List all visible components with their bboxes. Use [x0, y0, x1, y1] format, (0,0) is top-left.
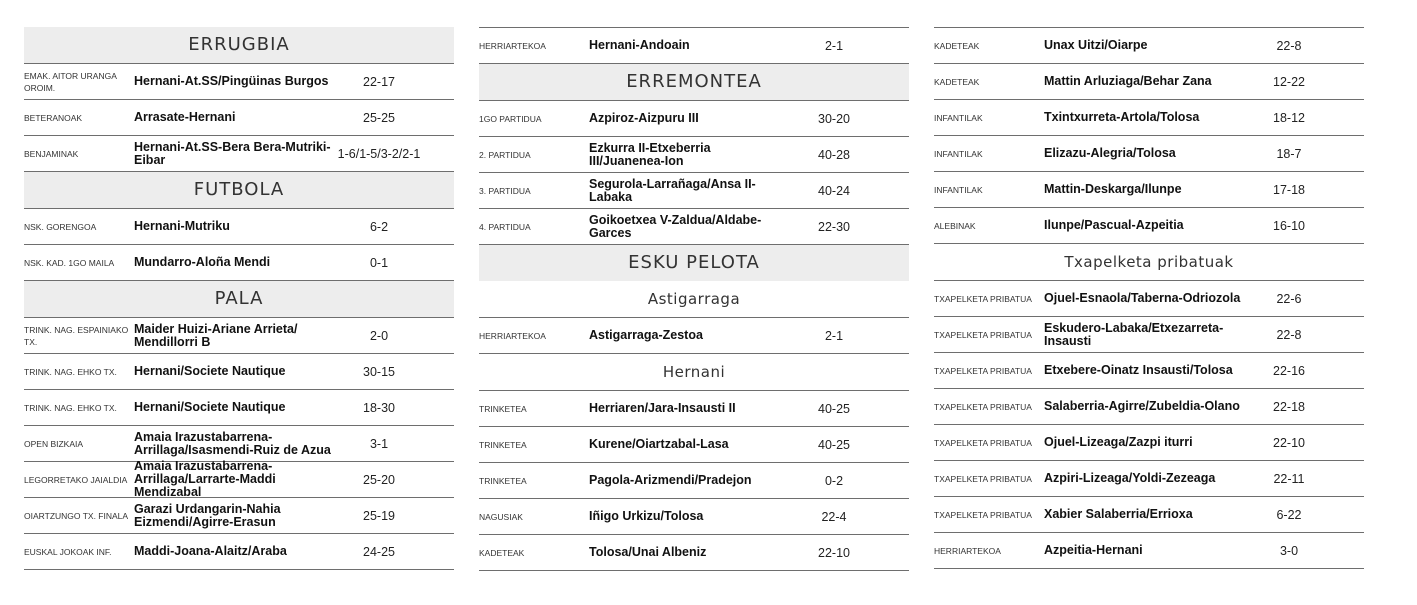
- match-score: 24-25: [363, 544, 395, 559]
- match-score: 22-10: [818, 545, 850, 560]
- result-row: [24, 426, 454, 462]
- match-score: 25-19: [363, 508, 395, 523]
- result-row: [934, 353, 1364, 389]
- result-row: [24, 100, 454, 136]
- category-label: KADETEAK: [479, 547, 525, 558]
- category-label: TXAPELKETA PRIBATUA: [934, 365, 1032, 376]
- category-label: INFANTILAK: [934, 148, 983, 159]
- match-score: 22-11: [1273, 471, 1305, 486]
- result-row: [24, 534, 454, 570]
- result-row: [934, 533, 1364, 569]
- match-teams: Ilunpe/Pascual-Azpeitia: [1044, 218, 1184, 232]
- match-teams: Ojuel-Lizeaga/Zazpi iturri: [1044, 435, 1193, 449]
- match-teams: Hernani-Andoain: [589, 38, 690, 52]
- match-teams: Elizazu-Alegria/Tolosa: [1044, 146, 1176, 160]
- category-label: KADETEAK: [934, 40, 980, 51]
- results-column-2: [479, 27, 909, 571]
- category-label: ALEBINAK: [934, 220, 976, 231]
- category-label: LEGORRETAKO JAIALDIA: [24, 474, 128, 485]
- result-row: [479, 137, 909, 173]
- match-teams: Azpiri-Lizeaga/Yoldi-Zezeaga: [1044, 471, 1216, 485]
- result-row: [934, 425, 1364, 461]
- category-label: TRINKETEA: [479, 475, 527, 486]
- result-row: [479, 535, 909, 571]
- result-row: [934, 100, 1364, 136]
- match-score: 22-8: [1276, 327, 1302, 342]
- match-score: 17-18: [1273, 182, 1305, 197]
- category-label: TXAPELKETA PRIBATUA: [934, 437, 1032, 448]
- match-score: 6-22: [1276, 507, 1302, 522]
- result-row: [934, 389, 1364, 425]
- section-header: ESKU PELOTA: [479, 245, 909, 281]
- category-label: NSK. KAD. 1GO MAILA: [24, 257, 115, 268]
- match-score: 0-1: [369, 255, 389, 270]
- result-row: [24, 63, 454, 100]
- match-teams: Maider Huizi-Ariane Arrieta/ Mendillorri B: [134, 321, 298, 349]
- section-header: FUTBOLA: [24, 172, 454, 208]
- match-score: 25-20: [363, 472, 395, 487]
- section-header: ERREMONTEA: [479, 64, 909, 100]
- match-score: 0-2: [824, 473, 844, 488]
- match-teams: Salaberria-Agirre/Zubeldia-Olano: [1044, 399, 1240, 413]
- category-label: 2. PARTIDUA: [479, 149, 531, 160]
- category-label: INFANTILAK: [934, 112, 983, 123]
- category-label: NAGUSIAK: [479, 511, 523, 522]
- result-row: [479, 173, 909, 209]
- match-score: 40-25: [818, 437, 850, 452]
- match-score: 22-16: [1273, 363, 1305, 378]
- category-label: TRINK. NAG. ESPAINIAKO TX.: [24, 324, 129, 347]
- section-header: PALA: [24, 281, 454, 317]
- result-row: [934, 497, 1364, 533]
- result-row: [479, 463, 909, 499]
- match-teams: Unax Uitzi/Oiarpe: [1044, 38, 1148, 52]
- category-label: HERRIARTEKOA: [479, 40, 546, 51]
- category-label: OPEN BIZKAIA: [24, 438, 84, 449]
- match-teams: Amaia Irazustabarrena-Arrillaga/Isasmendi-Ruiz de Azua: [134, 429, 331, 457]
- match-teams: Mattin Arluziaga/Behar Zana: [1044, 74, 1212, 88]
- result-row: [934, 64, 1364, 100]
- result-row: [479, 499, 909, 535]
- category-label: TRINK. NAG. EHKO TX.: [24, 366, 117, 377]
- match-teams: Mundarro-Aloña Mendi: [134, 255, 271, 269]
- match-score: 18-7: [1276, 146, 1302, 161]
- category-label: OIARTZUNGO TX. FINALA: [24, 510, 129, 521]
- match-score: 22-8: [1276, 38, 1302, 53]
- match-teams: Herriaren/Jara-Insausti II: [589, 401, 736, 415]
- match-score: 3-1: [369, 436, 389, 451]
- subsection-header: Astigarraga: [479, 281, 909, 318]
- category-label: HERRIARTEKOA: [479, 330, 546, 341]
- match-teams: Astigarraga-Zestoa: [589, 328, 703, 342]
- match-score: 40-25: [818, 401, 850, 416]
- result-row: [479, 427, 909, 463]
- category-label: 1GO PARTIDUA: [479, 113, 542, 124]
- subsection-header: Txapelketa pribatuak: [934, 244, 1364, 281]
- category-label: TXAPELKETA PRIBATUA: [934, 293, 1032, 304]
- category-label: BETERANOAK: [24, 112, 83, 123]
- match-teams: Amaia Irazustabarrena-Arrillaga/Larrarte-Maddi Mendizabal: [134, 459, 276, 499]
- match-teams: Mattin-Deskarga/Ilunpe: [1044, 182, 1182, 196]
- section-header: ERRUGBIA: [24, 27, 454, 63]
- category-label: TRINKETEA: [479, 439, 527, 450]
- match-teams: Goikoetxea V-Zaldua/Aldabe-Garces: [589, 212, 762, 240]
- category-label: TRINKETEA: [479, 403, 527, 414]
- match-score: 1-6/1-5/3-2/2-1: [337, 146, 421, 161]
- category-label: INFANTILAK: [934, 184, 983, 195]
- match-score: 22-10: [1273, 435, 1305, 450]
- result-row: [24, 390, 454, 426]
- match-score: 18-30: [363, 400, 395, 415]
- match-teams: Eskudero-Labaka/Etxezarreta-Insausti: [1044, 320, 1224, 348]
- result-row: [934, 317, 1364, 353]
- match-score: 40-28: [818, 147, 850, 162]
- match-teams: Azpeitia-Hernani: [1044, 543, 1143, 557]
- match-teams: Iñigo Urkizu/Tolosa: [589, 509, 704, 523]
- match-score: 25-25: [363, 110, 395, 125]
- category-label: TRINK. NAG. EHKO TX.: [24, 402, 117, 413]
- match-score: 16-10: [1273, 218, 1305, 233]
- match-teams: Ojuel-Esnaola/Taberna-Odriozola: [1044, 291, 1241, 305]
- match-teams: Txintxurreta-Artola/Tolosa: [1044, 110, 1200, 124]
- category-label: TXAPELKETA PRIBATUA: [934, 329, 1032, 340]
- match-score: 22-30: [818, 219, 850, 234]
- category-label: EUSKAL JOKOAK INF.: [24, 546, 112, 557]
- result-row: [934, 136, 1364, 172]
- match-teams: Hernani/Societe Nautique: [134, 364, 286, 378]
- match-teams: Tolosa/Unai Albeniz: [589, 545, 707, 559]
- result-row: [24, 317, 454, 354]
- match-teams: Maddi-Joana-Alaitz/Araba: [134, 544, 287, 558]
- result-row: [24, 459, 454, 499]
- match-teams: Hernani/Societe Nautique: [134, 400, 286, 414]
- result-row: [479, 27, 909, 64]
- match-teams: Hernani-At.SS/Pingüinas Burgos: [134, 74, 329, 88]
- result-row: [934, 461, 1364, 497]
- result-row: [479, 391, 909, 427]
- match-score: 22-18: [1273, 399, 1305, 414]
- match-score: 22-17: [363, 74, 395, 89]
- match-score: 2-1: [824, 328, 844, 343]
- result-row: [934, 172, 1364, 208]
- result-row: [24, 245, 454, 281]
- result-row: [479, 318, 909, 354]
- result-row: [934, 27, 1364, 64]
- result-row: [934, 208, 1364, 244]
- match-score: 2-1: [824, 38, 844, 53]
- match-score: 30-20: [818, 111, 850, 126]
- category-label: HERRIARTEKOA: [934, 545, 1001, 556]
- category-label: 3. PARTIDUA: [479, 185, 531, 196]
- result-row: [934, 281, 1364, 317]
- match-score: 2-0: [369, 328, 389, 343]
- match-teams: Ezkurra II-Etxeberria III/Juanenea-Ion: [589, 140, 711, 168]
- category-label: EMAK. AITOR URANGA OROIM.: [24, 70, 117, 93]
- match-score: 22-4: [821, 509, 847, 524]
- match-score: 18-12: [1273, 110, 1305, 125]
- match-score: 3-0: [1279, 543, 1299, 558]
- result-row: [24, 498, 454, 534]
- match-score: 6-2: [369, 219, 389, 234]
- results-column-1: [24, 27, 454, 570]
- category-label: TXAPELKETA PRIBATUA: [934, 473, 1032, 484]
- category-label: TXAPELKETA PRIBATUA: [934, 401, 1032, 412]
- match-teams: Hernani-At.SS-Bera Bera-Mutriki-Eibar: [134, 139, 331, 167]
- match-teams: Segurola-Larrañaga/Ansa II-Labaka: [589, 176, 756, 204]
- result-row: [24, 354, 454, 390]
- category-label: NSK. GORENGOA: [24, 221, 97, 232]
- match-teams: Arrasate-Hernani: [134, 110, 236, 124]
- category-label: KADETEAK: [934, 76, 980, 87]
- subsection-header: Hernani: [479, 354, 909, 391]
- category-label: BENJAMINAK: [24, 148, 79, 159]
- result-row: [24, 208, 454, 245]
- match-teams: Azpiroz-Aizpuru III: [589, 111, 699, 125]
- match-teams: Xabier Salaberria/Errioxa: [1044, 507, 1193, 521]
- match-teams: Garazi Urdangarin-Nahia Eizmendi/Agirre-Erasun: [134, 501, 281, 529]
- match-score: 22-6: [1276, 291, 1302, 306]
- match-teams: Hernani-Mutriku: [134, 219, 230, 233]
- category-label: 4. PARTIDUA: [479, 221, 531, 232]
- match-score: 30-15: [363, 364, 395, 379]
- match-teams: Kurene/Oiartzabal-Lasa: [589, 437, 729, 451]
- result-row: [479, 100, 909, 137]
- match-teams: Etxebere-Oinatz Insausti/Tolosa: [1044, 363, 1233, 377]
- match-score: 40-24: [818, 183, 850, 198]
- match-score: 12-22: [1273, 74, 1305, 89]
- category-label: TXAPELKETA PRIBATUA: [934, 509, 1032, 520]
- result-row: [479, 209, 909, 245]
- match-teams: Pagola-Arizmendi/Pradejon: [589, 473, 752, 487]
- result-row: [24, 136, 454, 172]
- results-column-3: [934, 27, 1364, 569]
